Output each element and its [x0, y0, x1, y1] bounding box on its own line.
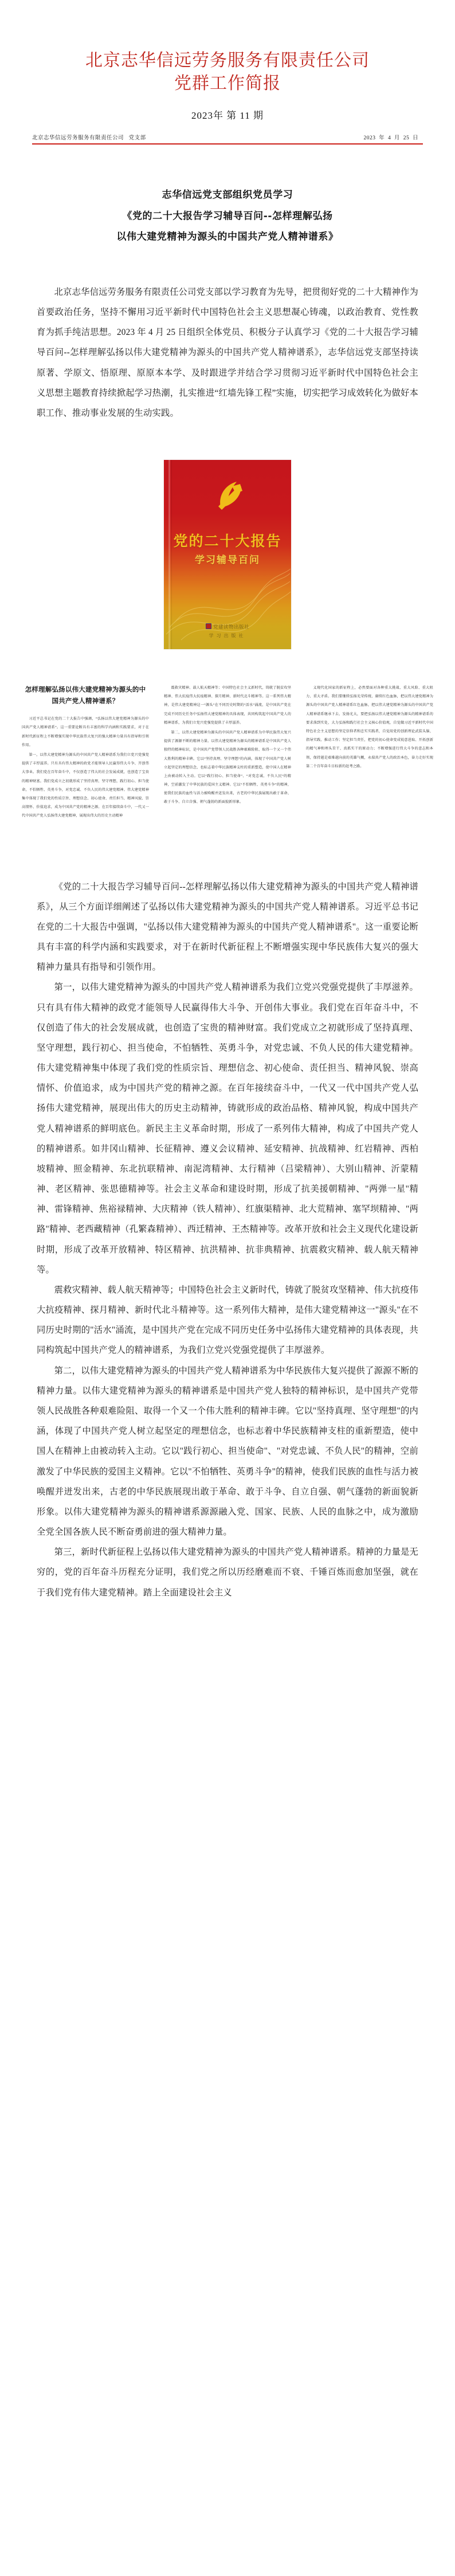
- news-paragraph: 义现代化国家的新征程上，必然要面对各种重大挑战、重大风险、重大阻力、重大矛盾。我们要继续弘扬光荣传统、赓续红色血脉，把以伟大建党精神为源头的中国共产党人精神谱系红色血脉，把以伟大建党精神为源头的中国共产党人精神谱系继承下去、发扬光大，要把弘扬以伟大建党精神为源头的精神谱系的要求落到实处，大力弘扬和践行社会主义核心价值观，自觉做习近平新时代中国特色社会主义思想的坚定信仰者和忠实实践者，自觉用党的创新理论武装头脑、指导实践、推动工作；坚定担当责任，把党的初心使命变成锐意进取、开拓创新的精气神和埋头苦干、真抓实干的原动力；不断增强进行伟大斗争的意志和本领，保持越是艰难越向前的英雄气概，永葆共产党人的政治本色，奋力走好实现第二个百年奋斗目标新的赶考之路。: [306, 686, 433, 768]
- body-paragraph-2: 《党的二十大报告学习辅导百问--怎样理解弘扬以伟大建党精神为源头的中国共产党人精神谱系》，从三个方面详细阐述了弘扬以伟大建党精神为源头的中国共产党人精神谱系。习近平总书记在党的二十大报告中强调，"弘扬以伟大建党精神为源头的中国共产党人精神谱系"。这一重要论断具有丰富的科学内涵和实践要求，对于在新时代新征程上不断增强实现中华民族伟大复兴的强大精神力量具有指导和引领作用。: [37, 881, 418, 973]
- news-column-3: [306, 684, 433, 822]
- issue-line: 2023年 第 11 期: [191, 110, 264, 122]
- news-paragraph: 习近平总书记在党的二十大报告中强调，“弘扬以伟大建党精神为源头的中国共产党人精神谱系”。这一重要论断具有丰富的科学内涵和实践要求，对于在新时代新征程上不断增强实现中华民族伟大复兴的强大精神力量具有指导和引领作用。: [22, 717, 149, 747]
- publisher-primary-label: 党建读物出版社: [213, 623, 249, 630]
- publisher-logo-icon: [206, 623, 211, 629]
- body-paragraph-5: 第二，以伟大建党精神为源头的中国共产党人精神谱系为中华民族伟大复兴提供了源源不断的精神力量。以伟大建党精神为源头的精神谱系是中国共产党人独特的精神标识，是中国共产党带领人民战胜各种艰难险阻、取得一个又一个伟大胜利的精神丰碑。它以"坚持真理、坚守理想"的内涵，体现了中国共产党人树立起坚定的理想信念，也标志着中华民族精神支柱的重新塑造，使中国人在精神上由被动转入主动。它以"践行初心、担当使命"、"对党忠诚、不负人民"的精神，空前激发了中华民族的爱国主义精神。它以"不怕牺牲、英勇斗争"的精神，使我们民族的血性与活力被唤醒并迸发出来，古老的中华民族展现出敢于革命、敢于斗争、自立自强、朝气蓬勃的新面貌新形象。以伟大建党精神为源头的精神谱系源源融入党、国家、民族、人民的血脉之中，成为激励全党全国各族人民不断奋勇前进的强大精神力量。: [37, 1365, 418, 1537]
- news-paragraph: 第二，以伟大建党精神为源头的中国共产党人精神谱系为中华民族伟大复兴提供了源源不断的精神力量。以伟大建党精神为源头的精神谱系是中国共产党人独特的精神标识，是中国共产党带领人民战胜各种艰难险阻、取得一个又一个伟大胜利的精神丰碑。它以“坚持真理、坚守理想”的内涵，体现了中国共产党人树立起坚定的理想信念，也标志着中华民族精神支柱的重新塑造，使中国人在精神上由被动转入主动。它以“践行初心、担当使命”、“对党忠诚、不负人民”的精神，空前激发了中华民族的爱国主义精神。它以“不怕牺牲、英勇斗争”的精神，使我们民族的血性与活力被唤醒并迸发出来，古老的中华民族展现出敢于革命、敢于斗争、自立自强、朝气蓬勃的新面貌新形象。: [164, 730, 291, 805]
- news-clipping-figure: [22, 684, 433, 822]
- news-headline: 怎样理解弘扬以伟大建党精神为源头的中国共产党人精神谱系？: [25, 685, 146, 705]
- news-paragraph: 震救灾精神、载人航天精神等；中国特色社会主义新时代，铸就了脱贫攻坚精神、伟大抗疫伟大抗疫精神、探月精神、新时代北斗精神等。这一系列伟大精神，是伟大建党精神这一“源头”在不同历史时期的“活水”涌流，是中国共产党在完成不同历史任务中弘扬伟大建党精神的具体表现，共同构筑起中国共产党人的精神谱系，为我们立党兴党强党提供了丰厚滋养。: [164, 686, 291, 725]
- issue-date: 2023 年 4 月 25 日: [363, 135, 418, 142]
- book-cover-figure: [0, 460, 455, 649]
- publisher-primary: [164, 622, 291, 631]
- masthead-red-rule: [32, 143, 423, 145]
- news-column-2: [164, 684, 291, 822]
- intro-paragraph: 北京志华信远劳务服务有限责任公司党支部以学习教育为先导，把贯彻好党的二十大精神作为首要政治任务，坚持不懈用习近平新时代中国特色社会主义思想凝心铸魂，以政治教育、党性教育为抓手纯洁思想。2023 年 4 月 25 日组织全体党员、积极分子认真学习《党的二十大报告学习辅导百问--怎样理解弘扬以伟大建党精神为源头的中国共产党人精神谱系》，志华信远党支部坚持读原著、学原文、悟原理、原原本本学、及时跟进学并结合学习贯彻习近平新时代中国特色社会主义思想主题教育持续掀起学习热潮，扎实推进“红墙先锋工程”实施，切实把学习成效转化为做好本职工作、推动事业发展的生动实践。: [37, 287, 418, 418]
- body-paragraph-6: 第三，新时代新征程上弘扬以伟大建党精神为源头的中国共产党人精神谱系。精神的力量是无穷的，党的百年奋斗历程充分证明，我们党之所以历经磨难而不衰、千锤百炼而愈加坚强，就在于我们党有伟大建党精神。踏上全面建设社会主义: [37, 1547, 418, 1598]
- page-title: [0, 185, 455, 248]
- masthead-company-line: 北京志华信远劳务服务有限责任公司: [85, 50, 370, 71]
- body-paragraph-3: 第一，以伟大建党精神为源头的中国共产党人精神谱系为我们立党兴党强党提供了丰厚滋养。只有具有伟大精神的政党才能领导人民赢得伟大斗争、开创伟大事业。我们党在百年奋斗中，不仅创造了伟大的社会发展成就，也创造了宝贵的精神财富。我们党成立之初就形成了坚持真理、坚守理想，践行初心、担当使命，不怕牺牲、英勇斗争，对党忠诚、不负人民的伟大建党精神。伟大建党精神集中体现了我们党的性质宗旨、理想信念、初心使命、责任担当、精神风貌、崇高情怀、价值追求，成为中国共产党的精神之源。在百年接续奋斗中，一代又一代中国共产党人弘扬伟大建党精神，展现出伟大的历史主动精神，铸就形成的政治品格、精神风貌，构成中国共产党人精神谱系的鲜明底色。新民主主义革命时期，形成了一系列伟大精神，构成了中国共产党人的精神谱系。如井冈山精神、长征精神、遵义会议精神、延安精神、抗战精神、红岩精神、西柏坡精神、照金精神、东北抗联精神、南泥湾精神、太行精神（吕梁精神）、大别山精神、沂蒙精神、老区精神、张思德精神等。社会主义革命和建设时期，形成了抗美援朝精神、"两弹一星"精神、雷锋精神、焦裕禄精神、大庆精神（铁人精神）、红旗渠精神、北大荒精神、塞罕坝精神、"两路"精神、老西藏精神（孔繁森精神）、西迁精神、王杰精神等。改革开放和社会主义现代化建设新时期，形成了改革开放精神、特区精神、抗洪精神、抗非典精神、抗震救灾精神、载人航天精神等。: [37, 982, 418, 1275]
- body-paragraph-4: 震救灾精神、载人航天精神等；中国特色社会主义新时代，铸就了脱贫攻坚精神、伟大抗疫伟大抗疫精神、探月精神、新时代北斗精神等。这一系列伟大精神，是伟大建党精神这一"源头"在不同历史时期的"活水"涌流，是中国共产党在完成不同历史任务中弘扬伟大建党精神的具体表现，共同构筑起中国共产党人的精神谱系，为我们立党兴党强党提供了丰厚滋养。: [37, 1285, 418, 1356]
- issuer-label: 北京志华信远劳务服务有限责任公司 党支部: [32, 135, 146, 142]
- book-cover-title: 党的二十大报告: [173, 533, 282, 550]
- hammer-sickle-emblem: [164, 479, 291, 512]
- news-paragraph: 第一，以伟大建党精神为源头的中国共产党人精神谱系为我们立党兴党强党提供了丰厚滋养。只有具有伟大精神的政党才能领导人民赢得伟大斗争、开创伟大事业。我们党在百年奋斗中，不仅创造了伟大的社会发展成就，也创造了宝贵的精神财富。我们党成立之初就形成了坚持真理、坚守理想，践行初心、担当使命，不怕牺牲、英勇斗争，对党忠诚、不负人民的伟大建党精神。伟大建党精神集中体现了我们党的性质宗旨、理想信念、初心使命、责任担当、精神风貌、崇高情怀、价值追求，成为中国共产党的精神之源。在百年接续奋斗中，一代又一代中国共产党人弘扬伟大建党精神，展现出伟大的历史主动精神: [22, 753, 149, 818]
- masthead: [0, 49, 455, 95]
- doc-title-line-1: 志华信远党支部组织党员学习: [162, 189, 293, 201]
- book-cover-subtitle: 学习辅导百问: [195, 555, 260, 567]
- news-column-1: [22, 684, 149, 822]
- book-publisher-block: [164, 622, 291, 640]
- doc-title-line-3: 以伟大建党精神为源头的中国共产党人精神谱系》: [116, 231, 339, 243]
- book-cover-image: [164, 460, 291, 649]
- intro-section: [37, 282, 418, 423]
- body-section: [37, 877, 418, 1603]
- masthead-title-line: 党群工作简报: [174, 73, 281, 93]
- publisher-secondary: 学习出版社: [209, 633, 246, 638]
- doc-title-line-2: 《党的二十大报告学习辅导百问--怎样理解弘扬: [122, 210, 333, 222]
- masthead-meta-row: [32, 133, 423, 141]
